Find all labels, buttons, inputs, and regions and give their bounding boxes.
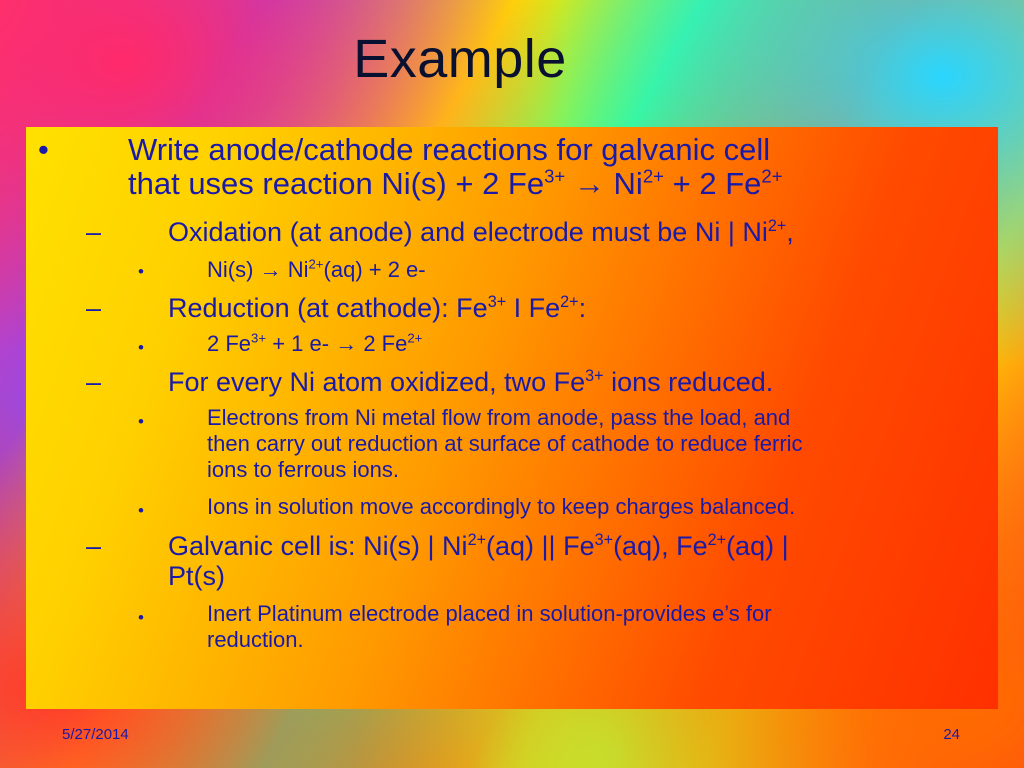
charge-sup: 2+ — [467, 531, 487, 549]
item-text: 2 Fe — [363, 331, 408, 356]
bullet-main — [128, 133, 988, 201]
charge-balance-item — [207, 494, 987, 520]
bullet-main-line1: Write anode/cathode reactions for galvanic cell — [128, 132, 771, 167]
charge-sup: 2+ — [761, 165, 783, 187]
reaction-text: Ni — [613, 166, 643, 201]
bullet-mark: • — [38, 132, 49, 167]
arrow-icon: → — [259, 257, 282, 282]
bullet-main-line2 — [128, 167, 988, 201]
oxidation-equation — [207, 257, 987, 283]
page-number: 24 — [943, 726, 960, 743]
charge-sup: 3+ — [585, 367, 604, 385]
charge-sup: 3+ — [544, 165, 566, 187]
item-text: Ni(s) — [207, 257, 254, 282]
dash-mark: – — [86, 367, 102, 397]
bullet-mark: • — [138, 262, 144, 281]
dash-mark: – — [86, 217, 102, 247]
item-text: (aq) | — [726, 531, 789, 561]
content-box — [26, 127, 998, 709]
reaction-text: + 2 Fe — [672, 166, 762, 201]
item-text: : — [578, 293, 587, 323]
item-text: (aq), Fe — [613, 531, 708, 561]
reaction-text: that uses reaction Ni(s) + 2 Fe — [128, 166, 545, 201]
bullet-mark: • — [138, 412, 144, 431]
item-text: , — [786, 217, 794, 247]
item-text: 2 Fe — [207, 331, 252, 356]
platinum-item — [207, 601, 987, 653]
charge-sup: 3+ — [251, 330, 267, 346]
arrow-icon: → — [573, 166, 605, 201]
item-text: I Fe — [506, 293, 561, 323]
slide-title: Example — [353, 29, 567, 89]
item-text: Galvanic cell is: Ni(s) | Ni — [168, 531, 468, 561]
item-text: Electrons from Ni metal flow from anode, pass the load, and — [207, 405, 791, 430]
arrow-icon: → — [335, 331, 358, 356]
dash-mark: – — [86, 293, 102, 323]
charge-sup: 2+ — [560, 293, 579, 311]
item-text: then carry out reduction at surface of cathode to reduce ferric — [207, 431, 803, 456]
electron-flow-item — [207, 405, 987, 483]
cell-notation-line1 — [168, 531, 988, 561]
charge-sup: 2+ — [407, 330, 423, 346]
item-text: For every Ni atom oxidized, two Fe — [168, 367, 586, 397]
cell-notation-line2: Pt(s) — [168, 561, 225, 591]
cell-notation-item — [168, 531, 988, 591]
item-text: Reduction (at cathode): Fe — [168, 293, 488, 323]
charge-sup: 3+ — [487, 293, 507, 311]
ratio-item — [168, 367, 988, 397]
charge-sup: 2+ — [642, 165, 665, 187]
bullet-mark: • — [138, 501, 144, 520]
item-text: (aq) + 2 e- — [323, 257, 426, 282]
reduction-equation — [207, 331, 987, 357]
item-text: ions reduced. — [603, 367, 774, 397]
item-text: Inert Platinum electrode placed in solution-provides e’s for — [207, 601, 772, 626]
dash-mark: – — [86, 531, 102, 561]
footer-date: 5/27/2014 — [62, 726, 129, 743]
bullet-mark: • — [138, 608, 144, 627]
reduction-item — [168, 293, 988, 323]
charge-sup: 2+ — [707, 531, 727, 549]
item-text: Oxidation (at anode) and electrode must be Ni | Ni — [168, 217, 768, 247]
charge-sup: 2+ — [308, 256, 324, 272]
charge-sup: 3+ — [594, 531, 614, 549]
item-text: Ni — [287, 257, 309, 282]
item-text: ions to ferrous ions. — [207, 457, 399, 482]
oxidation-item — [168, 217, 988, 247]
item-text: + 1 e- — [266, 331, 330, 356]
item-text: (aq) || Fe — [486, 531, 595, 561]
bullet-mark: • — [138, 338, 144, 357]
item-text: reduction. — [207, 627, 304, 652]
charge-sup: 2+ — [767, 217, 787, 235]
item-text: Ions in solution move accordingly to keep charges balanced. — [207, 494, 796, 519]
